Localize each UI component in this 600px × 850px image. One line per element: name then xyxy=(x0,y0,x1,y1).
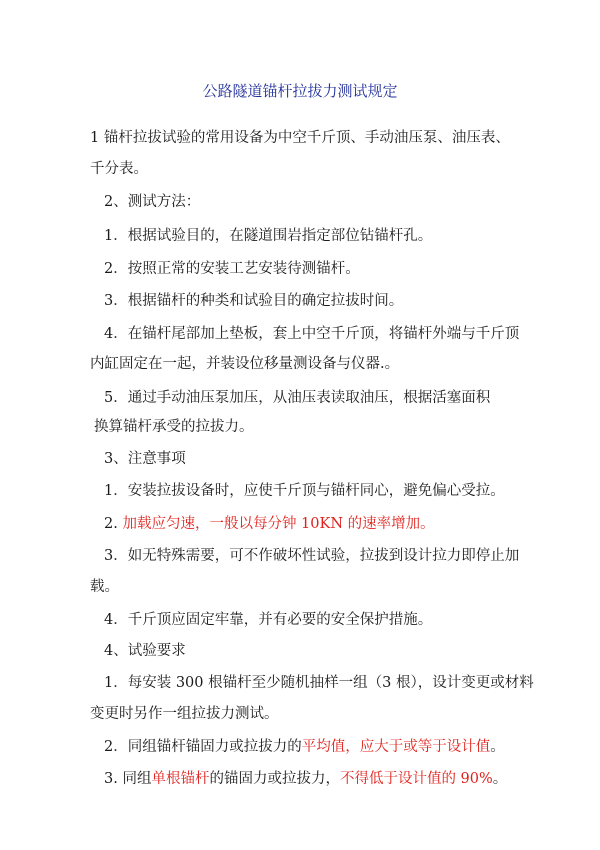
list-item: 5．通过手动油压泵加压，从油压表读取油压，根据活塞面积 xyxy=(104,390,491,406)
list-item: 2．按照正常的安装工艺安装待测锚杆。 xyxy=(104,261,360,277)
list-item: 4．千斤顶应固定牢靠，并有必要的安全保护措施。 xyxy=(104,612,433,628)
item-text: 。 xyxy=(490,739,505,755)
list-item-continuation: 载。 xyxy=(90,579,119,595)
page-title: 公路隧道锚杆拉拔力测试规定 xyxy=(202,82,398,100)
section-heading: 2、测试方法： xyxy=(104,194,201,210)
list-item-highlighted xyxy=(104,769,507,789)
highlighted-text: 平均值，应大于或等于设计值 xyxy=(301,739,491,755)
highlighted-text: 加载应匀速，一般以每分钟 10KN 的速率增加。 xyxy=(122,516,435,532)
item-text: 。 xyxy=(492,771,508,787)
list-item-continuation: 内缸固定在一起，并装设位移量测设备与仪器.。 xyxy=(90,356,400,372)
list-item: 1．每安装 300 根锚杆至少随机抽样一组（3 根），设计变更或材料 xyxy=(104,675,534,691)
list-item-continuation: 变更时另作一组拉拔力测试。 xyxy=(90,706,279,722)
list-item: 1．安装拉拔设备时，应使千斤顶与锚杆同心，避免偏心受拉。 xyxy=(104,483,505,499)
list-item-continuation: 换算锚杆承受的拉拔力。 xyxy=(94,419,254,435)
highlighted-text: 单根锚杆 xyxy=(151,771,210,787)
list-item: 1．根据试验目的，在隧道围岩指定部位钻锚杆孔。 xyxy=(104,228,433,244)
paragraph-line: 千分表。 xyxy=(90,161,148,177)
list-item: 3．根据锚杆的种类和试验目的确定拉拔时间。 xyxy=(104,293,404,309)
paragraph-line: 1 锚杆拉拔试验的常用设备为中空千斤顶、手动油压泵、油压表、 xyxy=(90,130,510,146)
section-heading: 3、注意事项 xyxy=(104,451,186,467)
section-heading: 4、试验要求 xyxy=(104,643,186,659)
list-item: 3．如无特殊需要，可不作破坏性试验，拉拔到设计拉力即停止加 xyxy=(104,548,520,564)
list-item-highlighted xyxy=(104,514,435,534)
list-item-highlighted xyxy=(104,737,505,757)
list-item: 4．在锚杆尾部加上垫板，套上中空千斤顶，将锚杆外端与千斤顶 xyxy=(104,326,520,342)
item-text: 的锚固力或拉拔力， xyxy=(209,771,340,787)
item-number: 2. xyxy=(104,516,118,532)
highlighted-text: 不得低于设计值的 90% xyxy=(339,771,493,787)
item-text: 3. 同组 xyxy=(104,771,152,787)
item-text: 2．同组锚杆锚固力或拉拔力的 xyxy=(104,739,302,755)
